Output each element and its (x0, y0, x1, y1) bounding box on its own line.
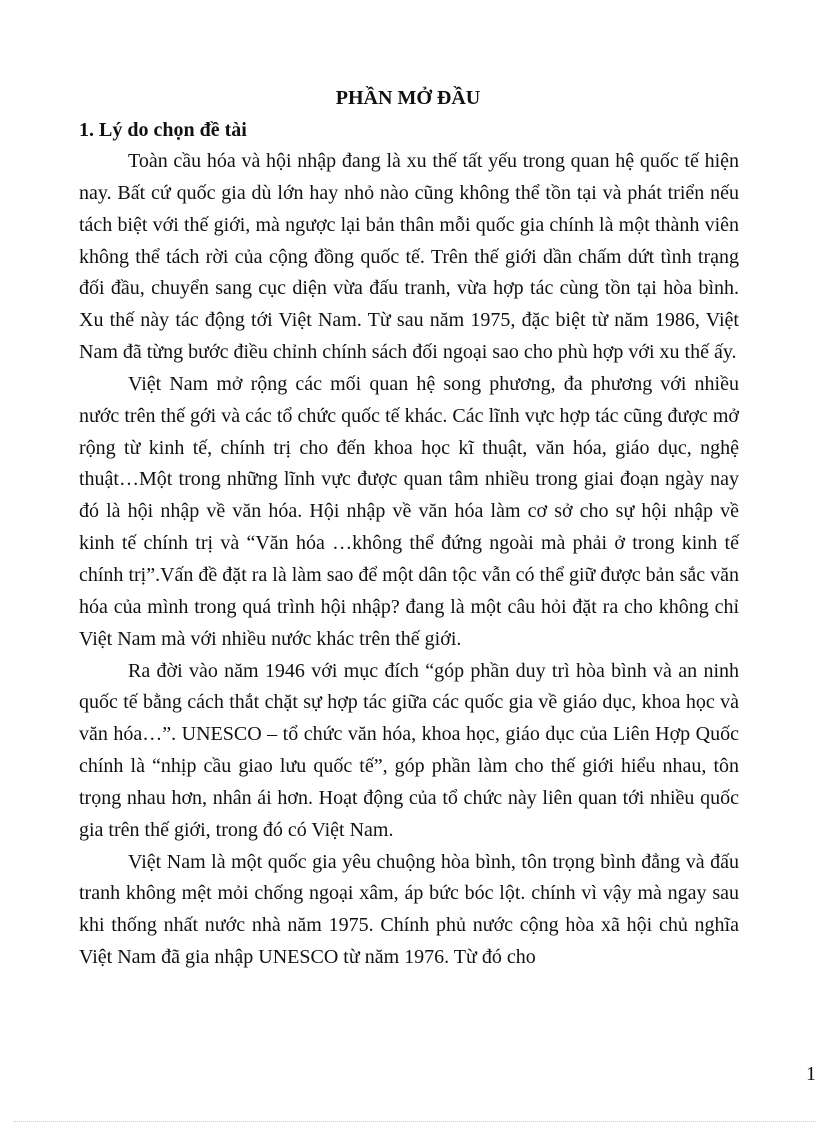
section-heading: 1. Lý do chọn đề tài (79, 119, 247, 141)
page-number: 1 (806, 1063, 816, 1085)
page-bottom-divider (14, 1121, 816, 1122)
paragraph-4: Việt Nam là một quốc gia yêu chuộng hòa bình, tôn trọng bình đẳng và đấu tranh không mệt mỏi chống ngoại xâm, áp bức bóc lột. chính vì vậy mà ngay sau khi thống nhất nước nhà năm 1975. Chính phủ nước cộng hòa xã hội chủ nghĩa Việt Nam đã gia nhập UNESCO từ năm 1976. Từ đó cho (79, 850, 739, 969)
paragraph-2: Việt Nam mở rộng các mối quan hệ song phương, đa phương với nhiều nước trên thế gới và các tổ chức quốc tế khác. Các lĩnh vực hợp tác cũng được mở rộng từ kinh tế, chính trị cho đến khoa học kĩ thuật, văn hóa, giáo dục, nghệ thuật…Một trong những lĩnh vực được quan tâm nhiều trong giai đoạn ngày nay đó là hội nhập về văn hóa. Hội nhập về văn hóa làm cơ sở cho sự hội nhập về kinh tế chính trị và “Văn hóa …không thể đứng ngoài mà phải ở trong kinh tế chính trị”.Vấn đề đặt ra là làm sao để một dân tộc vẫn có thể giữ được bản sắc văn hóa của mình trong quá trình hội nhập? đang là một câu hỏi đặt ra cho không chỉ Việt Nam mà với nhiều nước khác trên thế giới. (79, 372, 739, 650)
paragraph-3: Ra đời vào năm 1946 với mục đích “góp phần duy trì hòa bình và an ninh quốc tế bằng cách thắt chặt sự hợp tác giữa các quốc gia về giáo dục, khoa học và văn hóa…”. UNESCO – tổ chức văn hóa, khoa học, giáo dục của Liên Hợp Quốc chính là “nhịp cầu giao lưu quốc tế”, góp phần làm cho thế giới hiểu nhau, tôn trọng nhau hơn, nhân ái hơn. Hoạt động của tổ chức này liên quan tới nhiều quốc gia trên thế giới, trong đó có Việt Nam. (79, 659, 739, 841)
body-text (79, 146, 739, 974)
page-title: PHẦN MỞ ĐẦU (335, 87, 481, 109)
paragraph-1: Toàn cầu hóa và hội nhập đang là xu thế tất yếu trong quan hệ quốc tế hiện nay. Bất cứ quốc gia dù lớn hay nhỏ nào cũng không thể tồn tại và phát triển nếu tách biệt với thế giới, mà ngược lại bản thân mỗi quốc gia chính là một thành viên không thể tách rời của cộng đồng quốc tế. Trên thế giới dần chấm dứt tình trạng đối đầu, chuyển sang cục diện vừa đấu tranh, vừa hợp tác cùng tồn tại hòa bình. Xu thế này tác động tới Việt Nam. Từ sau năm 1975, đặc biệt từ năm 1986, Việt Nam đã từng bước điều chỉnh chính sách đối ngoại sao cho phù hợp với xu thế ấy. (79, 150, 739, 364)
